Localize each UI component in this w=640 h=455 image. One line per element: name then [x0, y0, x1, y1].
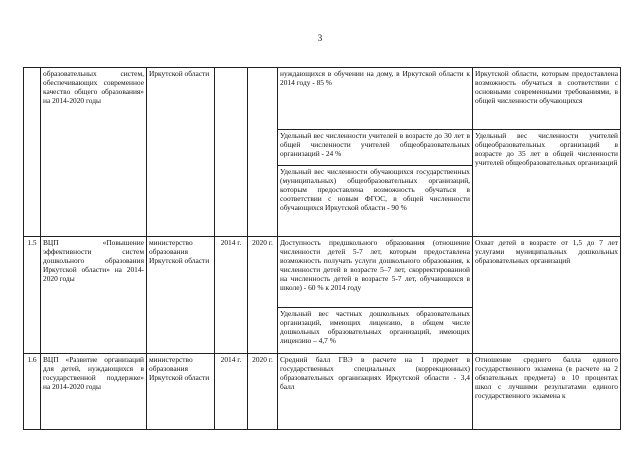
target-indicator: Удельный вес частных дошкольных образовательных организаций, имеющих лицензию, в общем числе дошкольных образовательных организаций, имеющих лицензию – 4,7 % [278, 308, 473, 354]
program-name: ВЦП «Развитие организаций для детей, нуждающихся в государственной поддержке» на 2014-2020 годы [41, 354, 147, 430]
row-number: 1.5 [24, 237, 41, 354]
row-number: 1.6 [24, 354, 41, 430]
expected-result: Удельный вес численности учителей общеобразовательных организаций в возрасте до 35 лет в общей численности учителей общеобразовательных организаций [473, 130, 621, 237]
expected-result: Иркутской области, которым предоставлена возможность обучаться в соответствии с основными современными требованиями, в общей численности обучающихся [473, 68, 621, 130]
start-year: 2014 г. [215, 237, 248, 354]
program-name: ВЦП «Повышение эффективности систем дошкольного образования Иркутской области» на 2014-2020 годы [41, 237, 147, 354]
start-year: 2014 г. [215, 354, 248, 430]
end-year: 2020 г. [248, 237, 278, 354]
end-year: 2020 г. [248, 354, 278, 430]
target-indicator: Средний балл ГВЭ в расчете на 1 предмет в государственных специальных (коррекционных) образовательных организациях Иркутской области - 3,4 балл [278, 354, 473, 430]
page-number: 3 [317, 33, 323, 43]
program-table [23, 67, 621, 430]
end-year [248, 68, 278, 237]
executor: министерство образования Иркутской области [147, 237, 215, 354]
executor: Иркутской области [147, 68, 215, 237]
target-indicator: нуждающихся в обучении на дому, в Иркутской области к 2014 году - 85 % [278, 68, 473, 130]
target-indicator: Доступность предшкольного образования (отношение численности детей 5-7 лет, которым предоставлена возможность получать услуги дошкольного образования, к численности детей в возрасте 5–7 лет, скорректированной на численность детей в возрасте 5-7 лет, обучающихся в школе) - 60 % к 2014 году [278, 237, 473, 308]
executor: министерство образования Иркутской области [147, 354, 215, 430]
target-indicator: Удельный вес численности обучающихся государственных (муниципальных) общеобразовательных организаций, которым предоставлена возможность обучаться в соответствии с новым ФГОС, в общей численности обучающихся Иркутской области - 90 % [278, 166, 473, 237]
target-indicator: Удельный вес численности учителей в возрасте до 30 лет в общей численности учителей общеобразовательных организаций - 24 % [278, 130, 473, 166]
expected-result: Охват детей в возрасте от 1,5 до 7 лет услугами муниципальных дошкольных образовательных организаций [473, 237, 621, 354]
program-name: образовательных систем, обеспечивающих современное качество общего образования» на 2014-2020 годы [41, 68, 147, 237]
row-number [24, 68, 41, 237]
start-year [215, 68, 248, 237]
expected-result: Отношение среднего балла единого государственного экзамена (в расчете на 2 обязательных предмета) в 10 процентах школ с лучшими результатами единого государственного экзамена к [473, 354, 621, 430]
